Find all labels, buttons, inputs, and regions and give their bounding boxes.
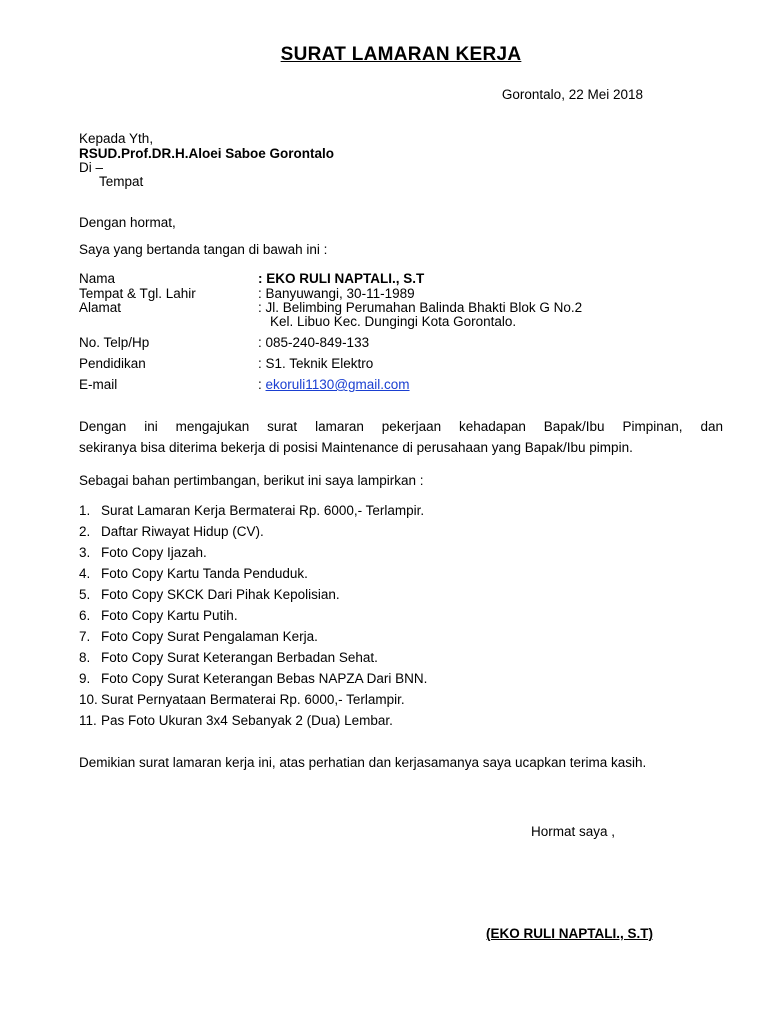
alamat-value-line2: Kel. Libuo Kec. Dungingi Kota Gorontalo.: [270, 314, 517, 329]
intro-text: Saya yang bertanda tangan di bawah ini :: [79, 242, 328, 257]
alamat-label: Alamat: [79, 300, 122, 315]
ttl-label: Tempat & Tgl. Lahir: [79, 286, 196, 301]
email-link[interactable]: ekoruli1130@gmail.com: [265, 377, 410, 392]
email-label: E-mail: [79, 377, 118, 392]
recipient-tempat: Tempat: [99, 174, 144, 189]
signature-name: (EKO RULI NAPTALI., S.T): [486, 926, 653, 941]
pendidikan-value: : S1. Teknik Elektro: [258, 356, 374, 371]
place-date: Gorontalo, 22 Mei 2018: [501, 87, 643, 102]
closing-text: Demikian surat lamaran kerja ini, atas perhatian dan kerjasamanya saya ucapkan terima kasih.: [79, 755, 647, 770]
pendidikan-label: Pendidikan: [79, 356, 146, 371]
nama-value: : EKO RULI NAPTALI., S.T: [258, 271, 425, 286]
attachments-intro: Sebagai bahan pertimbangan, berikut ini saya lampirkan :: [79, 473, 424, 488]
recipient-di: Di –: [79, 160, 104, 175]
email-colon: :: [258, 377, 266, 392]
recipient-salutation: Kepada Yth,: [79, 131, 154, 146]
greeting: Dengan hormat,: [79, 215, 176, 230]
ttl-value: : Banyuwangi, 30-11-1989: [258, 286, 415, 301]
email-row: [258, 377, 410, 392]
telp-value: : 085-240-849-133: [258, 335, 370, 350]
nama-label: Nama: [79, 271, 116, 286]
alamat-value-line1: : Jl. Belimbing Perumahan Balinda Bhakti Blok G No.2: [258, 300, 583, 315]
body-paragraph-line2: sekiranya bisa diterima bekerja di posisi Maintenance di perusahaan yang Bapak/Ibu pimpin.: [79, 440, 633, 455]
regards-text: Hormat saya ,: [531, 824, 616, 839]
recipient-name: RSUD.Prof.DR.H.Aloei Saboe Gorontalo: [79, 146, 335, 161]
telp-label: No. Telp/Hp: [79, 335, 150, 350]
body-paragraph-line1: Dengan ini mengajukan surat lamaran pekerjaan kehadapan Bapak/Ibu Pimpinan, dan: [79, 419, 723, 434]
page-title: SURAT LAMARAN KERJA: [280, 44, 522, 65]
